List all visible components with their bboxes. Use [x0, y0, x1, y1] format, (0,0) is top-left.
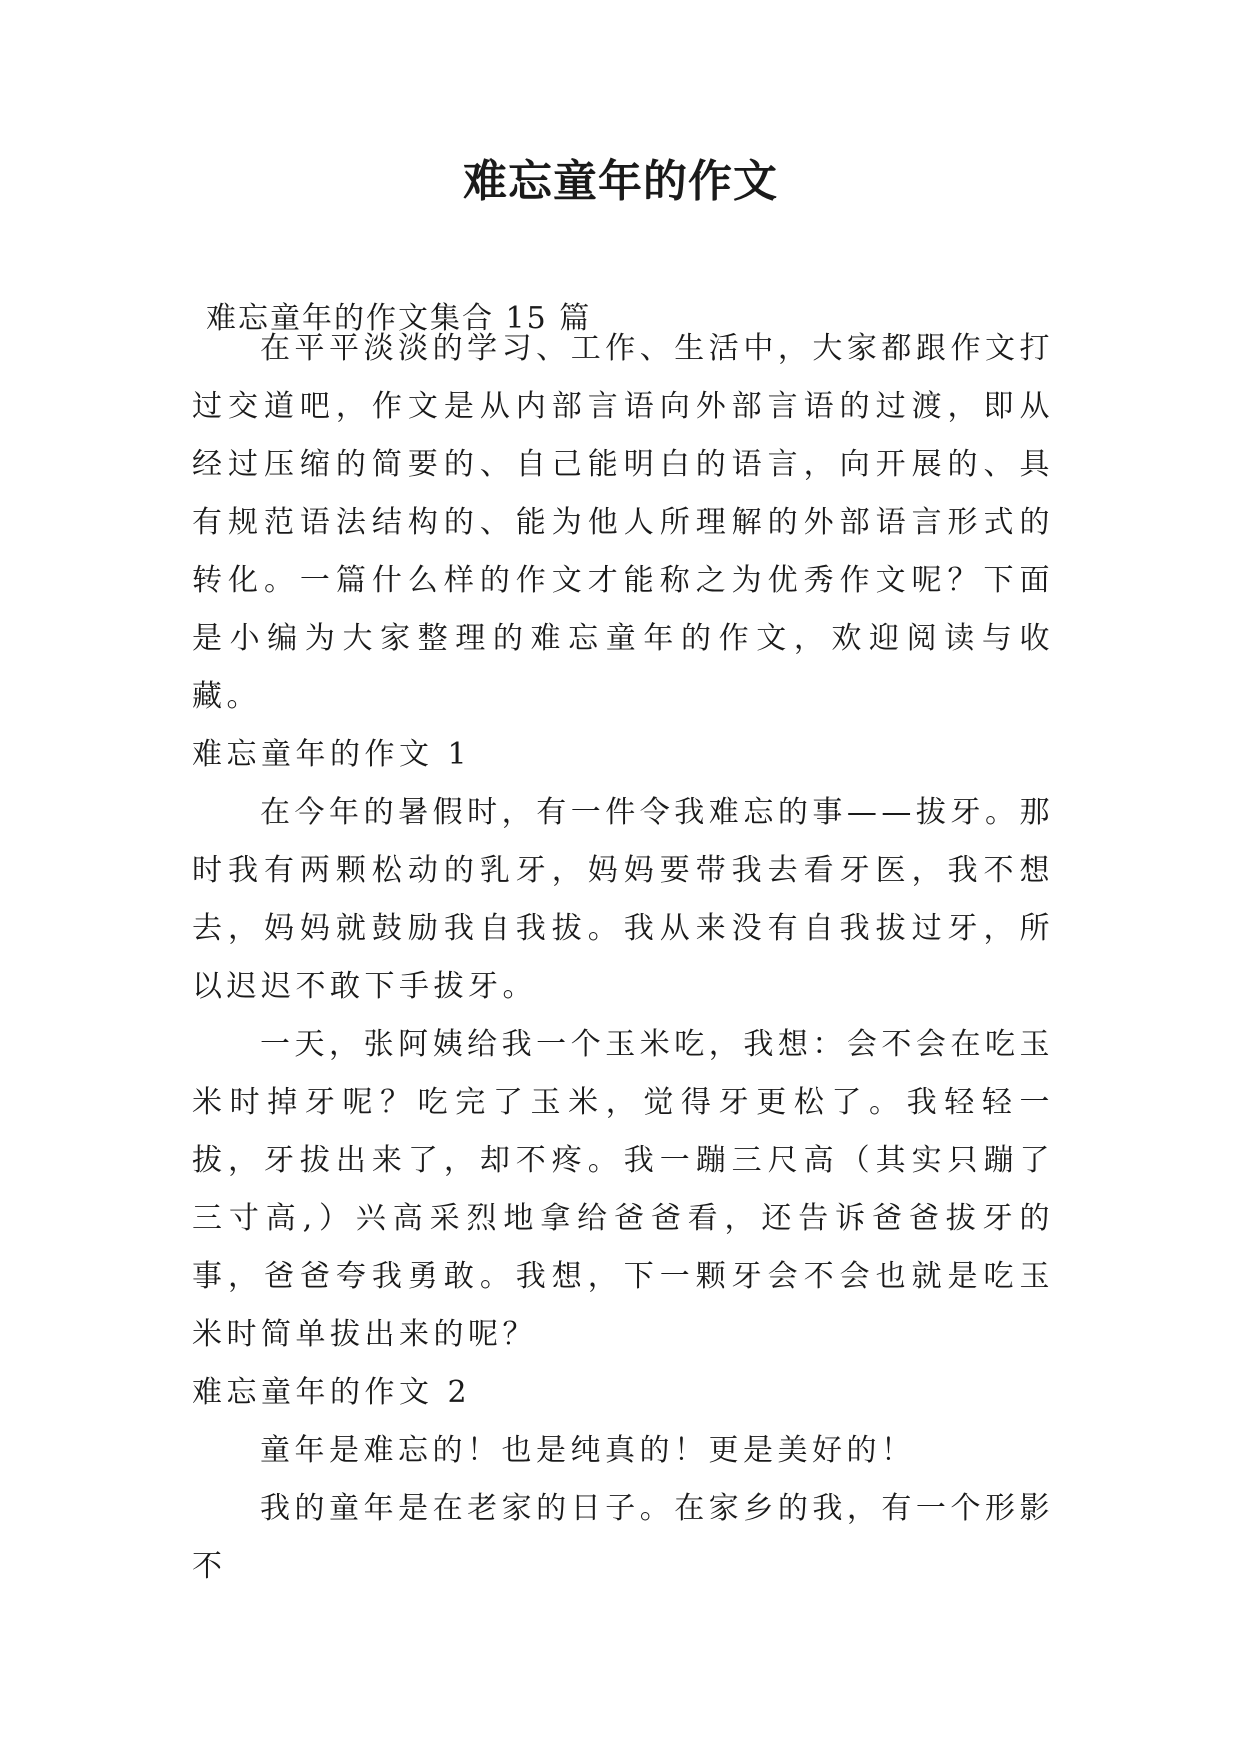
- intro-paragraph: 在平平淡淡的学习、工作、生活中，大家都跟作文打过交道吧，作文是从内部言语向外部言语的过渡，即从经过压缩的简要的、自己能明白的语言，向开展的、具有规范语法结构的、能为他人所理解的外部语言形式的转化。一篇什么样的作文才能称之为优秀作文呢？下面是小编为大家整理的难忘童年的作文，欢迎阅读与收藏。: [192, 331, 1054, 714]
- document-title: 难忘童年的作文: [463, 156, 778, 207]
- section-paragraph: 一天，张阿姨给我一个玉米吃，我想：会不会在吃玉米时掉牙呢？吃完了玉米，觉得牙更松了。我轻轻一拔，牙拔出来了，却不疼。我一蹦三尺高（其实只蹦了三寸高,）兴高采烈地拿给爸爸看，还告诉爸爸拔牙的事，爸爸夸我勇敢。我想，下一颗牙会不会也就是吃玉米时简单拔出来的呢？: [192, 1027, 1054, 1352]
- document-subtitle: 难忘童年的作文集合 15 篇: [206, 301, 592, 336]
- section-heading: 难忘童年的作文 2: [192, 1375, 472, 1410]
- section-paragraph: 在今年的暑假时，有一件令我难忘的事——拔牙。那时我有两颗松动的乳牙，妈妈要带我去看牙医，我不想去，妈妈就鼓励我自我拔。我从来没有自我拔过牙，所以迟迟不敢下手拔牙。: [192, 795, 1054, 1004]
- section-paragraph: 我的童年是在老家的日子。在家乡的我，有一个形影不: [192, 1491, 1054, 1584]
- essay-section-1: [192, 726, 1054, 1596]
- section-paragraph: 童年是难忘的！也是纯真的！更是美好的！: [260, 1433, 916, 1468]
- intro-block: [192, 320, 1054, 726]
- section-heading: 难忘童年的作文 1: [192, 737, 472, 772]
